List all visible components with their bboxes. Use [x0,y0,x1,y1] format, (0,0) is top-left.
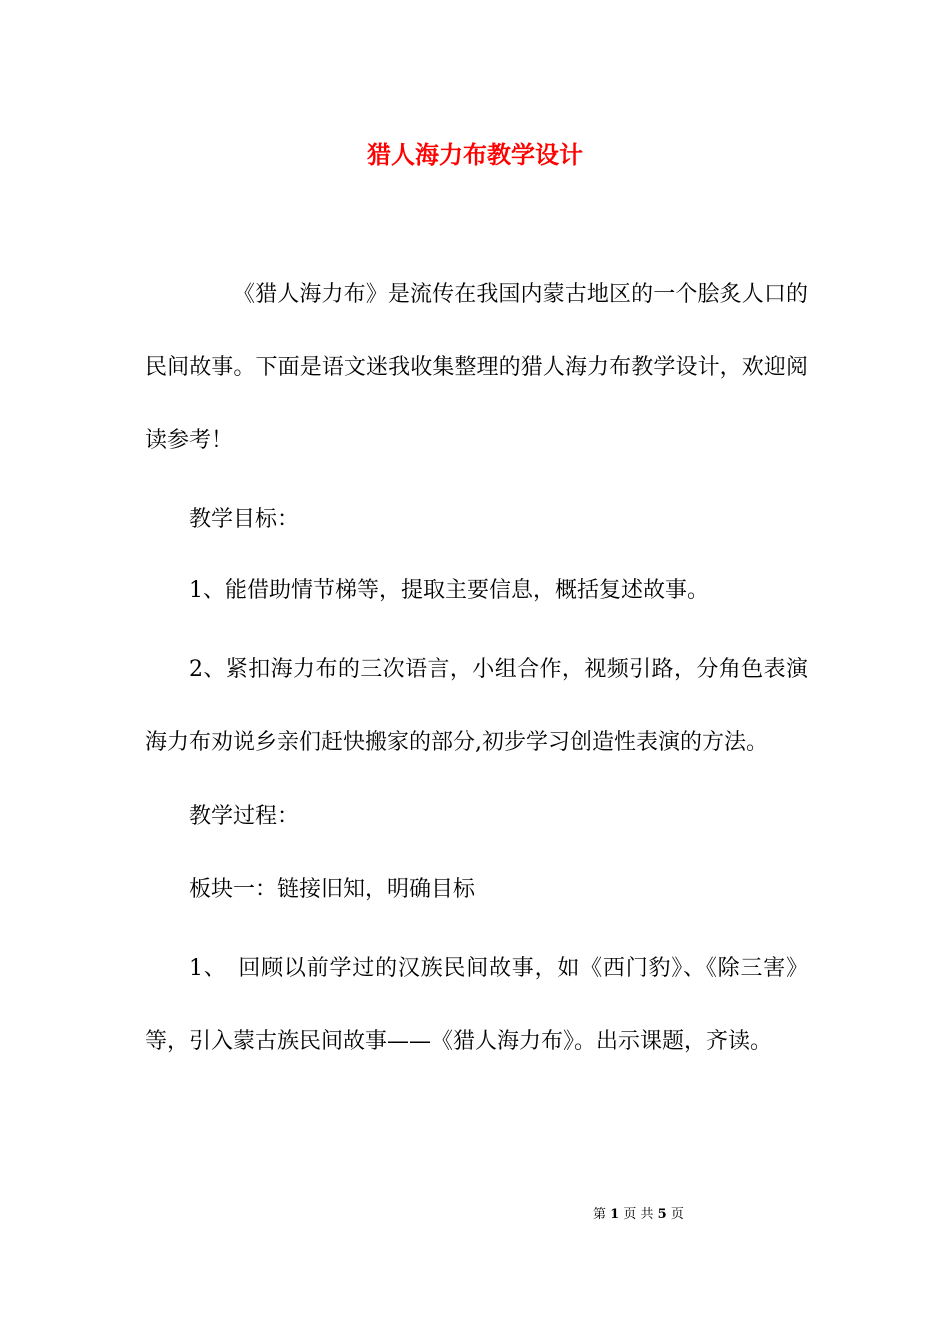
step-item-1: 1、 回顾以前学过的汉族民间故事，如《西门豹》、《除三害》等，引入蒙古族民间故事——《猎人海力布》。出示课题，齐读。 [145,956,808,1054]
footer-total-label: 页 [670,1207,684,1222]
footer-page-number: 1 [610,1207,620,1222]
page-footer [593,1206,684,1224]
footer-total-pages: 5 [657,1207,667,1222]
process-heading: 教学过程： [189,804,300,829]
goals-heading: 教学目标： [189,507,300,532]
footer-page-label: 页 [623,1207,637,1222]
page-title: 猎人海力布教学设计 [367,140,583,169]
goal-item-2: 2、紧扣海力布的三次语言，小组合作，视频引路，分角色表演海力布劝说乡亲们赶快搬家的部分,初步学习创造性表演的方法。 [145,657,808,755]
footer-prefix: 第 [593,1207,607,1222]
goal-item-1: 1、能借助情节梯等，提取主要信息，概括复述故事。 [189,578,709,603]
intro-paragraph: 《猎人海力布》是流传在我国内蒙古地区的一个脍炙人口的民间故事。下面是语文迷我收集整理的猎人海力布教学设计，欢迎阅读参考！ [145,282,808,453]
footer-total-prefix: 共 [640,1207,654,1222]
block-1-heading: 板块一：链接旧知，明确目标 [189,877,476,902]
